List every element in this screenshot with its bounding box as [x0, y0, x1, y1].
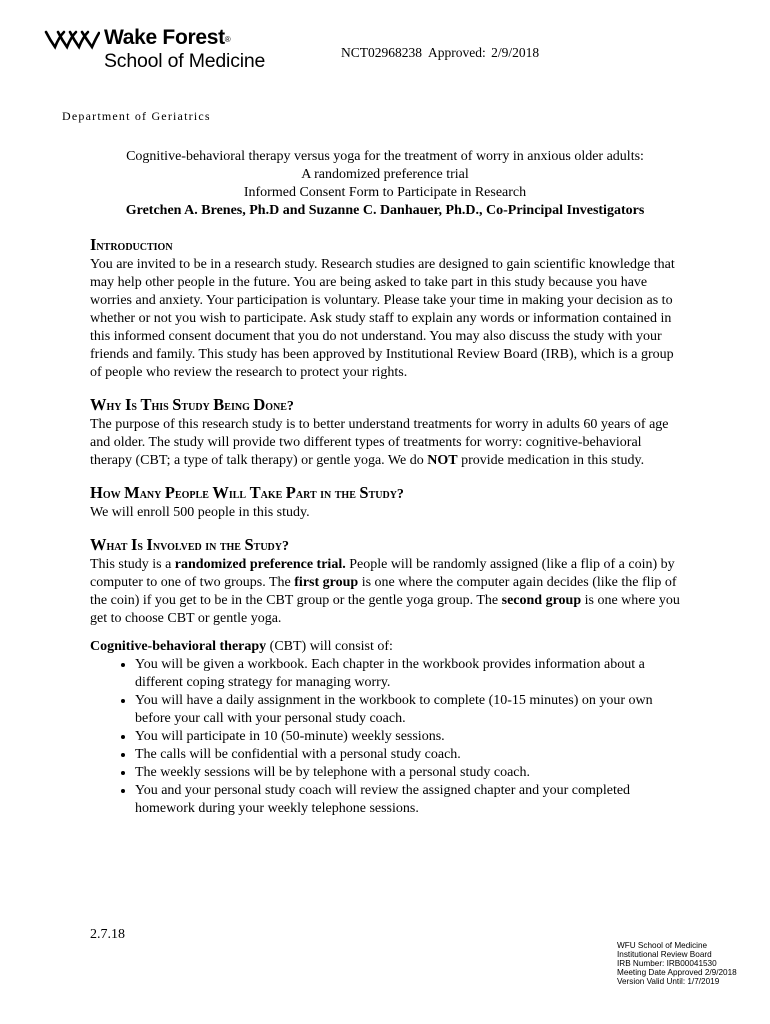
wake-forest-logo: [44, 26, 294, 74]
list-item: • You will have a daily assignment in the workbook to complete (10-15 minutes) on your own before your call with your personal study coach.: [135, 692, 680, 728]
irb-line: Meeting Date Approved 2/9/2018: [617, 968, 737, 977]
irb-line: IRB Number: IRB00041530: [617, 959, 717, 968]
section-involved: [90, 536, 680, 628]
section-cbt: [90, 638, 680, 818]
department-name: Department of Geriatrics: [62, 109, 211, 123]
involved-text: This study is a randomized preference trial. People will be randomly assigned (like a flip of a coin) by computer to one of two groups. The first group is one where the computer again decides (like the flip of the coin) if you get to be in the CBT group or the gentle yoga group. The second group is one where you get to choose CBT or gentle yoga.: [90, 557, 680, 626]
approval-date: Approved: 2/9/2018: [428, 45, 540, 60]
introduction-heading: Introduction: [90, 235, 173, 254]
list-item: • The calls will be confidential with a personal study coach.: [135, 746, 680, 764]
section-how-many: [90, 484, 680, 522]
introduction-text: You are invited to be in a research study. Research studies are designed to gain scientific knowledge that may help other people in the future. You are being asked to take part in this study because you have worries and anxiety. Your participation is voluntary. Please take your time in making your decision as to whether or not you wish to participate. Ask study staff to explain any words or information contained in this informed consent document that you do not understand. You may also discuss the study with your friends and family. This study has been approved by Institutional Review Board (IRB), which is a group of people who review the research to protect your rights.: [90, 257, 675, 380]
logo-wordmark-line2: School of Medicine: [104, 50, 266, 72]
section-introduction: [90, 236, 680, 382]
document-title: [90, 148, 680, 220]
why-text: The purpose of this research study is to better understand treatments for worry in adults 60 years of age and older. The study will provide two different types of treatments for worry: cognitive-behavioral therapy (CBT; a type of talk therapy) or gentle yoga. We do NOT provide medication in this study.: [90, 417, 669, 468]
list-item: • You will participate in 10 (50-minute) weekly sessions.: [135, 728, 680, 746]
list-item: • You and your personal study coach will review the assigned chapter and your completed homework during your weekly telephone sessions.: [135, 782, 680, 818]
involved-heading: What Is Involved in the Study?: [90, 535, 289, 554]
irb-stamp: [617, 941, 737, 986]
version-date: 2.7.18: [90, 927, 125, 942]
investigators: Gretchen A. Brenes, Ph.D and Suzanne C. Danhauer, Ph.D., Co-Principal Investigators: [125, 203, 645, 218]
how-many-text: We will enroll 500 people in this study.: [90, 505, 310, 520]
nct-number: NCT02968238: [341, 45, 422, 60]
how-many-heading: How Many People Will Take Part in the Study?: [90, 483, 404, 502]
title-line-3: Informed Consent Form to Participate in Research: [243, 185, 527, 200]
list-item: • The weekly sessions will be by telephone with a personal study coach.: [135, 764, 680, 782]
cbt-label: Cognitive-behavioral therapy (CBT) will consist of:: [90, 639, 393, 654]
logo-wordmark-line1: Wake Forest®: [104, 26, 231, 49]
why-heading: Why Is This Study Being Done?: [90, 395, 294, 414]
protocol-approval-line: [341, 45, 539, 61]
consent-body: [90, 236, 680, 818]
irb-line: Version Valid Until: 1/7/2019: [617, 977, 720, 986]
title-line-1: Cognitive-behavioral therapy versus yoga for the treatment of worry in anxious older adults:: [126, 149, 644, 164]
irb-line: WFU School of Medicine: [617, 941, 708, 950]
irb-line: Institutional Review Board: [617, 950, 712, 959]
cbt-list: [90, 656, 680, 818]
section-why: [90, 396, 680, 470]
wake-forest-w-logo-icon: [44, 28, 100, 52]
title-line-2: A randomized preference trial: [301, 167, 469, 182]
list-item: • You will be given a workbook. Each chapter in the workbook provides information about a different coping strategy for managing worry.: [135, 656, 680, 692]
